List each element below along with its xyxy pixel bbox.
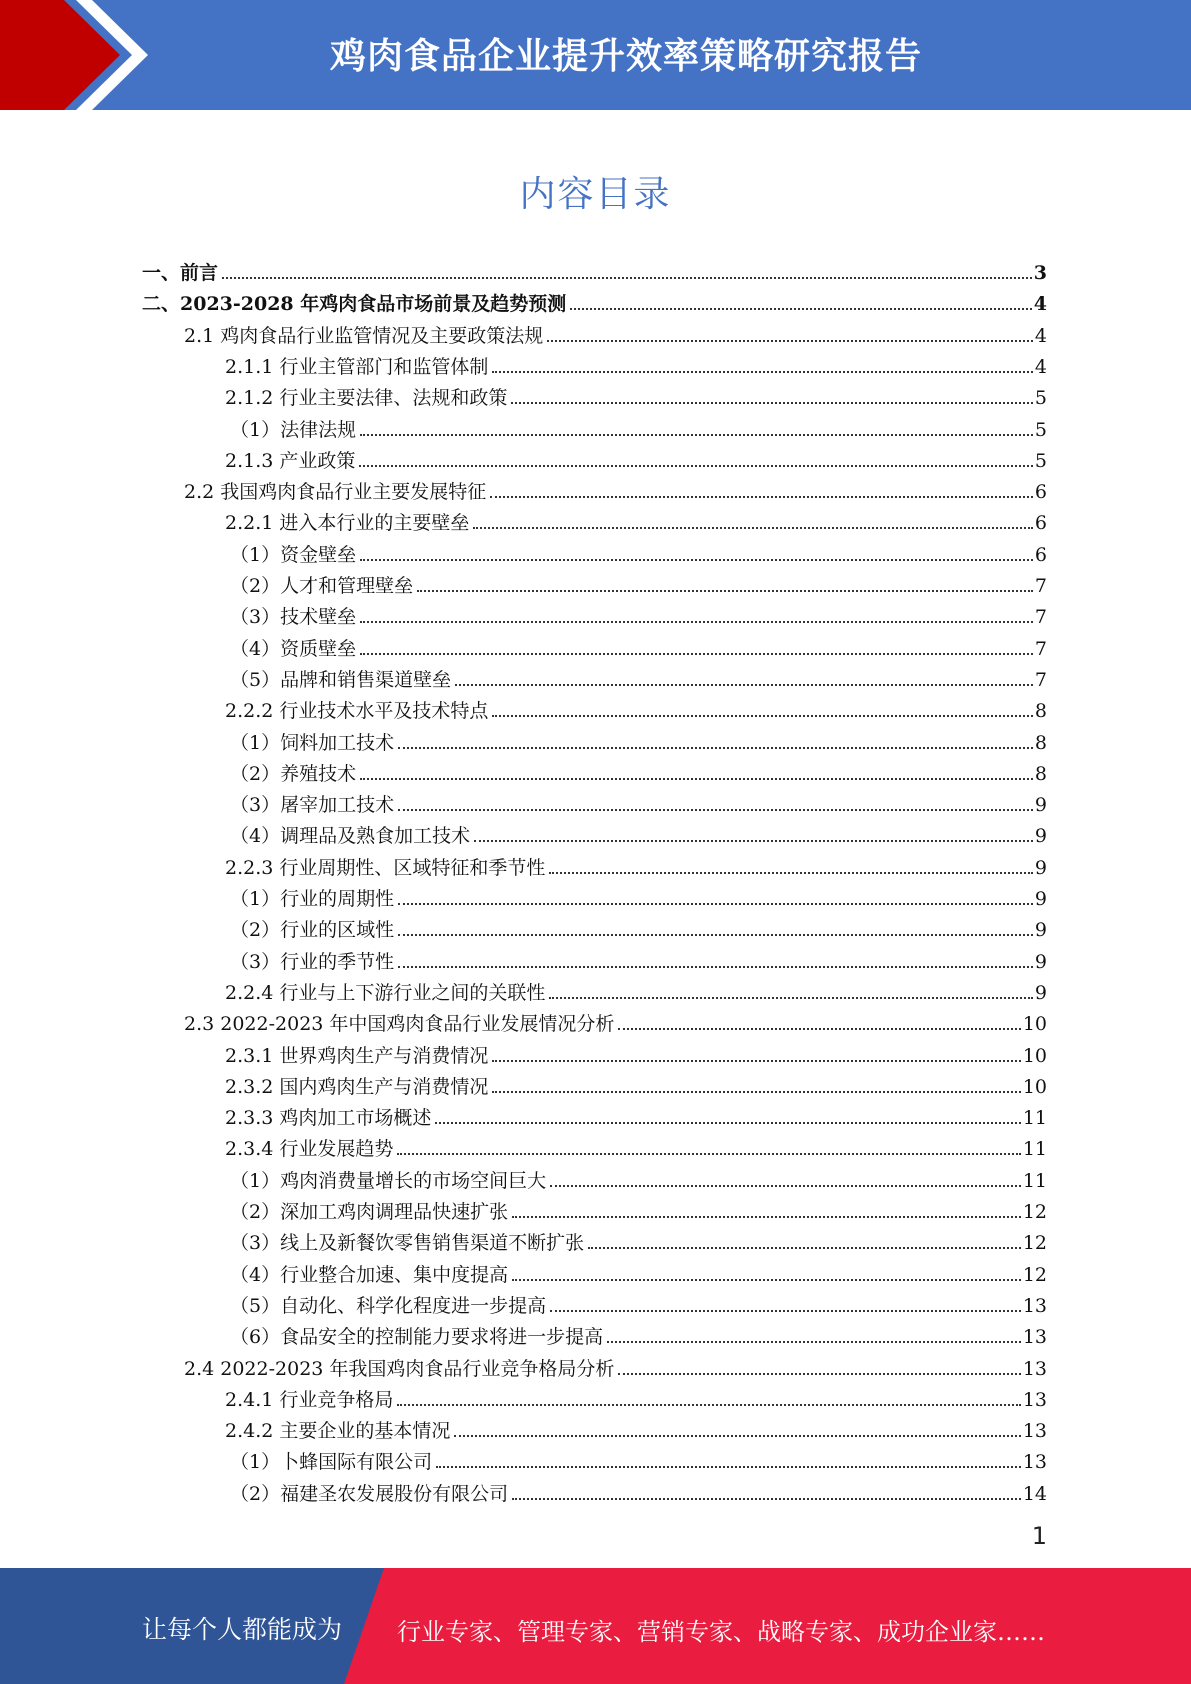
toc-entry-label: （2）深加工鸡肉调理品快速扩张: [230, 1201, 509, 1223]
toc-dot-leader: [398, 747, 1033, 749]
toc-entry[interactable]: [184, 316, 1047, 347]
toc-dot-leader: [550, 1310, 1021, 1312]
toc-entry-page: 10: [1022, 1075, 1047, 1098]
toc-entry-page: 12: [1022, 1201, 1047, 1223]
toc-entry-page: 7: [1034, 606, 1047, 629]
toc-entry[interactable]: [230, 1474, 1047, 1505]
toc-heading: 内容目录: [519, 174, 672, 215]
toc-dot-leader: [549, 872, 1033, 874]
toc-dot-leader: [492, 715, 1033, 717]
footer-band: [0, 1568, 1191, 1684]
toc-entry[interactable]: [184, 1004, 1047, 1035]
toc-entry-page: 13: [1022, 1451, 1047, 1474]
footer-slogan: 让每个人都能成为: [142, 1615, 343, 1644]
toc-entry[interactable]: [225, 1098, 1047, 1129]
toc-entry-label: 2.3.4 行业发展趋势: [225, 1138, 394, 1161]
toc-entry-label: 2.3.1 世界鸡肉生产与消费情况: [225, 1044, 489, 1067]
toc-dot-leader: [473, 527, 1033, 529]
toc-entry-label: （6）食品安全的控制能力要求将进一步提高: [230, 1326, 604, 1349]
toc-dot-leader: [490, 496, 1033, 498]
toc-entry-page: 8: [1034, 700, 1047, 723]
toc-entry-label: （2）行业的区域性: [230, 919, 395, 942]
toc-entry[interactable]: [225, 378, 1047, 409]
toc-dot-leader: [398, 934, 1033, 936]
toc-entry-label: （5）品牌和销售渠道壁垒: [230, 668, 452, 691]
toc-entry-page: 5: [1034, 418, 1047, 441]
toc-dot-leader: [398, 809, 1033, 811]
toc-dot-leader: [492, 1060, 1020, 1062]
header-arrow-decoration: [0, 0, 160, 110]
toc-entry[interactable]: [230, 566, 1047, 597]
toc-dot-leader: [492, 1091, 1020, 1093]
toc-entry-label: （2）养殖技术: [230, 762, 357, 785]
toc-entry-label: （5）自动化、科学化程度进一步提高: [230, 1294, 547, 1317]
toc-entry-page: 6: [1034, 481, 1047, 504]
toc-entry-label: （3）行业的季节性: [230, 950, 395, 973]
toc-entry[interactable]: [230, 1286, 1047, 1317]
toc-entry-page: 11: [1022, 1169, 1047, 1192]
toc-entry-page: 13: [1022, 1294, 1047, 1317]
toc-entry-page: 3: [1033, 262, 1047, 284]
toc-entry[interactable]: [230, 1223, 1047, 1254]
toc-entry[interactable]: [225, 441, 1047, 472]
toc-dot-leader: [570, 308, 1032, 310]
toc-entry[interactable]: [230, 1317, 1047, 1348]
toc-entry-label: （3）技术壁垒: [230, 606, 357, 629]
footer-roles: 行业专家、管理专家、营销专家、战略专家、成功企业家……: [397, 1618, 1045, 1646]
toc-entry[interactable]: [225, 848, 1047, 879]
toc-dot-leader: [360, 653, 1033, 655]
toc-entry-label: （1）行业的周期性: [230, 888, 395, 910]
toc-entry-page: 9: [1034, 981, 1047, 1004]
toc-entry[interactable]: [225, 1067, 1047, 1098]
toc-entry-page: 7: [1034, 575, 1047, 597]
toc-entry-label: 2.1 鸡肉食品行业监管情况及主要政策法规: [184, 324, 544, 347]
toc-entry-page: 4: [1034, 355, 1047, 378]
toc-entry-page: 13: [1022, 1326, 1047, 1349]
toc-entry[interactable]: [225, 1380, 1047, 1411]
toc-entry[interactable]: [142, 284, 1047, 315]
toc-entry-page: 7: [1034, 637, 1047, 660]
toc-entry-label: 2.1.3 产业政策: [225, 449, 356, 472]
toc-entry-page: 5: [1034, 387, 1047, 410]
toc-dot-leader: [511, 402, 1033, 404]
toc-entry-page: 8: [1034, 762, 1047, 785]
toc-dot-leader: [492, 371, 1033, 373]
toc-entry-label: 2.1.1 行业主管部门和监管体制: [225, 355, 489, 378]
toc-dot-leader: [607, 1341, 1021, 1343]
toc-entry-label: （1）饲料加工技术: [230, 731, 395, 754]
toc-entry[interactable]: [230, 785, 1047, 816]
toc-entry[interactable]: [225, 973, 1047, 1004]
toc-entry[interactable]: [230, 754, 1047, 785]
toc-entry-page: 9: [1034, 856, 1047, 879]
toc-entry[interactable]: [230, 942, 1047, 973]
page-number: 1: [1031, 1522, 1047, 1550]
toc-entry[interactable]: [225, 1411, 1047, 1442]
toc-entry[interactable]: [230, 597, 1047, 628]
toc-entry-label: （4）资质壁垒: [230, 637, 357, 660]
toc-entry-label: 二、2023-2028 年鸡肉食品市场前景及趋势预测: [142, 293, 567, 316]
toc-entry-page: 12: [1022, 1232, 1047, 1255]
toc-entry-label: 2.3 2022-2023 年中国鸡肉食品行业发展情况分析: [184, 1013, 615, 1036]
toc-dot-leader: [359, 465, 1033, 467]
toc-entry[interactable]: [184, 472, 1047, 503]
toc-dot-leader: [512, 1498, 1021, 1500]
toc-dot-leader: [397, 1404, 1020, 1406]
toc-dot-leader: [618, 1028, 1020, 1030]
toc-entry[interactable]: [225, 1036, 1047, 1067]
toc-dot-leader: [398, 966, 1033, 968]
toc-entry[interactable]: [230, 660, 1047, 691]
toc-entry-page: 9: [1034, 888, 1047, 910]
toc-entry-page: 7: [1034, 668, 1047, 691]
toc-entry-page: 10: [1022, 1013, 1047, 1036]
toc-dot-leader: [455, 684, 1033, 686]
toc-entry-label: 2.3.2 国内鸡肉生产与消费情况: [225, 1075, 489, 1098]
toc-entry-label: （1）法律法规: [230, 418, 357, 441]
toc-entry[interactable]: [184, 1349, 1047, 1380]
toc-entry[interactable]: [230, 1192, 1047, 1223]
toc-dot-leader: [417, 590, 1033, 592]
toc-dot-leader: [454, 1435, 1020, 1437]
toc-entry-label: （1）资金壁垒: [230, 543, 357, 566]
toc-dot-leader: [618, 1373, 1020, 1375]
toc-entry-label: （4）调理品及熟食加工技术: [230, 825, 471, 848]
toc-entry-page: 6: [1034, 543, 1047, 566]
toc-entry-page: 9: [1034, 825, 1047, 848]
toc-entry-label: 2.1.2 行业主要法律、法规和政策: [225, 387, 508, 410]
toc-entry-page: 9: [1034, 794, 1047, 817]
toc-entry[interactable]: [225, 503, 1047, 534]
toc-entry-label: 一、前言: [142, 262, 219, 284]
toc-dot-leader: [512, 1216, 1021, 1218]
toc-entry-page: 4: [1034, 324, 1047, 347]
toc-dot-leader: [360, 621, 1033, 623]
toc-dot-leader: [436, 1466, 1021, 1468]
toc-entry-label: （1）鸡肉消费量增长的市场空间巨大: [230, 1169, 547, 1192]
toc-entry[interactable]: [230, 816, 1047, 847]
toc-entry-page: 8: [1034, 731, 1047, 754]
toc-dot-leader: [360, 434, 1033, 436]
toc-entry-page: 6: [1034, 512, 1047, 535]
report-title: 鸡肉食品企业提升效率策略研究报告: [330, 36, 923, 77]
toc-entry-label: 2.3.3 鸡肉加工市场概述: [225, 1107, 432, 1130]
toc-dot-leader: [397, 1153, 1020, 1155]
toc-entry[interactable]: [225, 1129, 1047, 1160]
toc-entry-page: 14: [1022, 1482, 1047, 1505]
toc-entry-page: 9: [1034, 950, 1047, 973]
toc-entry[interactable]: [230, 535, 1047, 566]
toc-entry-label: 2.4 2022-2023 年我国鸡肉食品行业竞争格局分析: [184, 1357, 615, 1380]
toc-entry-label: 2.2.4 行业与上下游行业之间的关联性: [225, 981, 546, 1004]
toc-entry-page: 12: [1022, 1263, 1047, 1286]
toc-entry[interactable]: [142, 253, 1047, 284]
toc-entry-label: （3）屠宰加工技术: [230, 794, 395, 817]
toc-dot-leader: [398, 903, 1033, 905]
toc-entry[interactable]: [230, 410, 1047, 441]
toc-dot-leader: [549, 997, 1033, 999]
toc-entry[interactable]: [230, 879, 1047, 910]
toc-dot-leader: [360, 778, 1033, 780]
toc-entry-label: 2.4.2 主要企业的基本情况: [225, 1420, 451, 1443]
toc-entry[interactable]: [230, 1255, 1047, 1286]
toc-entry-label: 2.2.3 行业周期性、区域特征和季节性: [225, 856, 546, 879]
toc-entry-label: 2.2.2 行业技术水平及技术特点: [225, 700, 489, 723]
toc-entry-page: 9: [1034, 919, 1047, 942]
toc-entry-label: 2.4.1 行业竞争格局: [225, 1388, 394, 1411]
toc-entry-label: （4）行业整合加速、集中度提高: [230, 1263, 509, 1286]
toc-dot-leader: [360, 559, 1033, 561]
toc-dot-leader: [588, 1247, 1021, 1249]
toc-entry-label: 2.2 我国鸡肉食品行业主要发展特征: [184, 481, 487, 504]
toc-entry-page: 13: [1022, 1420, 1047, 1443]
toc-entry[interactable]: [230, 629, 1047, 660]
header-band: [0, 0, 1191, 110]
toc-entry-label: （3）线上及新餐饮零售销售渠道不断扩张: [230, 1232, 585, 1255]
toc-entry[interactable]: [225, 691, 1047, 722]
toc-entry[interactable]: [230, 910, 1047, 941]
toc-entry-label: （1）卜蜂国际有限公司: [230, 1451, 433, 1474]
toc-dot-leader: [547, 340, 1033, 342]
toc-entry[interactable]: [230, 1442, 1047, 1473]
toc-entry-page: 10: [1022, 1044, 1047, 1067]
toc-entry-page: 13: [1022, 1357, 1047, 1380]
toc-dot-leader: [474, 840, 1033, 842]
toc-entry-page: 5: [1034, 449, 1047, 472]
toc-entry-label: （2）人才和管理壁垒: [230, 575, 414, 597]
toc-entry-label: （2）福建圣农发展股份有限公司: [230, 1482, 509, 1505]
toc-entry-page: 11: [1022, 1138, 1047, 1161]
toc-entry-page: 13: [1022, 1388, 1047, 1411]
toc-entry-page: 11: [1022, 1107, 1047, 1130]
toc-dot-leader: [512, 1279, 1021, 1281]
toc-dot-leader: [550, 1185, 1021, 1187]
toc-entry[interactable]: [230, 1161, 1047, 1192]
toc-dot-leader: [435, 1122, 1020, 1124]
toc-entry-label: 2.2.1 进入本行业的主要壁垒: [225, 512, 470, 535]
toc-entry-page: 4: [1033, 293, 1047, 316]
toc-entry[interactable]: [225, 347, 1047, 378]
toc-entry[interactable]: [230, 723, 1047, 754]
toc-dot-leader: [222, 277, 1032, 279]
